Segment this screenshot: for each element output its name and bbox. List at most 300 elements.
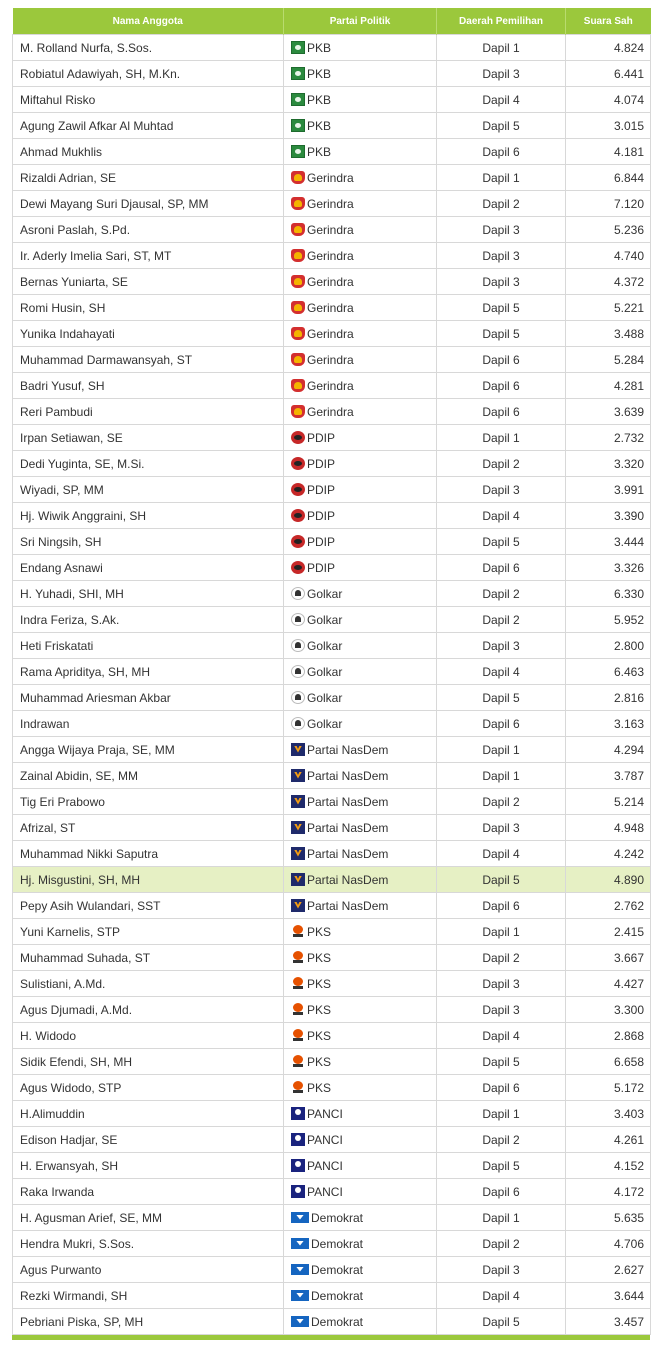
party-name: PKB — [307, 40, 332, 55]
dapil: Dapil 2 — [437, 451, 566, 477]
table-footer-bar — [12, 1335, 650, 1340]
vote-count: 5.214 — [566, 789, 651, 815]
table-row — [13, 1205, 651, 1231]
golkar-logo-icon — [291, 613, 305, 626]
table-row — [13, 61, 651, 87]
pks-logo-icon — [291, 1055, 305, 1068]
member-name: Rezki Wirmandi, SH — [13, 1283, 284, 1309]
party-name: Demokrat — [311, 1288, 364, 1303]
member-name: Pepy Asih Wulandari, SST — [13, 893, 284, 919]
party-name: Gerindra — [307, 404, 354, 419]
pdip-logo-icon — [291, 535, 305, 548]
party-name: PDIP — [307, 430, 336, 445]
party-cell — [284, 997, 437, 1023]
dapil: Dapil 2 — [437, 191, 566, 217]
party-name: Golkar — [307, 586, 343, 601]
table-header — [13, 8, 651, 35]
demokrat-logo-icon — [291, 1290, 309, 1301]
golkar-logo-icon — [291, 639, 305, 652]
member-name: Raka Irwanda — [13, 1179, 284, 1205]
dapil: Dapil 6 — [437, 347, 566, 373]
vote-count: 6.441 — [566, 61, 651, 87]
vote-count: 6.330 — [566, 581, 651, 607]
pdip-logo-icon — [291, 483, 305, 496]
vote-count: 4.242 — [566, 841, 651, 867]
dapil: Dapil 2 — [437, 1127, 566, 1153]
vote-count: 4.181 — [566, 139, 651, 165]
gerindra-logo-icon — [291, 249, 305, 262]
gerindra-logo-icon — [291, 327, 305, 340]
table-row — [13, 971, 651, 997]
dapil: Dapil 4 — [437, 1283, 566, 1309]
vote-count: 7.120 — [566, 191, 651, 217]
party-cell — [284, 347, 437, 373]
dapil: Dapil 3 — [437, 61, 566, 87]
table-row — [13, 1049, 651, 1075]
party-cell — [284, 763, 437, 789]
nasdem-logo-icon — [291, 821, 305, 834]
party-cell — [284, 659, 437, 685]
table-row — [13, 1309, 651, 1335]
party-cell — [284, 269, 437, 295]
member-name: Agung Zawil Afkar Al Muhtad — [13, 113, 284, 139]
vote-count: 4.740 — [566, 243, 651, 269]
nasdem-logo-icon — [291, 769, 305, 782]
party-name: Golkar — [307, 690, 343, 705]
member-name: Edison Hadjar, SE — [13, 1127, 284, 1153]
dapil: Dapil 5 — [437, 295, 566, 321]
party-name: Demokrat — [311, 1210, 364, 1225]
table-row — [13, 503, 651, 529]
table-row — [13, 555, 651, 581]
member-name: Bernas Yuniarta, SE — [13, 269, 284, 295]
dapil: Dapil 3 — [437, 997, 566, 1023]
dapil: Dapil 5 — [437, 321, 566, 347]
member-name: Ahmad Mukhlis — [13, 139, 284, 165]
member-name: Indra Feriza, S.Ak. — [13, 607, 284, 633]
vote-count: 5.952 — [566, 607, 651, 633]
party-cell — [284, 529, 437, 555]
pkb-logo-icon — [291, 119, 305, 132]
nasdem-logo-icon — [291, 899, 305, 912]
member-name: Rizaldi Adrian, SE — [13, 165, 284, 191]
dapil: Dapil 3 — [437, 633, 566, 659]
table-row — [13, 997, 651, 1023]
party-name: Partai NasDem — [307, 898, 389, 913]
nasdem-logo-icon — [291, 873, 305, 886]
vote-count: 4.706 — [566, 1231, 651, 1257]
table-row — [13, 321, 651, 347]
vote-count: 3.444 — [566, 529, 651, 555]
party-name: PKS — [307, 1028, 332, 1043]
dapil: Dapil 6 — [437, 1075, 566, 1101]
vote-count: 4.172 — [566, 1179, 651, 1205]
member-name: Agus Djumadi, A.Md. — [13, 997, 284, 1023]
golkar-logo-icon — [291, 691, 305, 704]
table-row — [13, 685, 651, 711]
party-cell — [284, 607, 437, 633]
table-row — [13, 1023, 651, 1049]
vote-count: 3.488 — [566, 321, 651, 347]
party-cell — [284, 1023, 437, 1049]
party-name: Gerindra — [307, 222, 354, 237]
member-name: Heti Friskatati — [13, 633, 284, 659]
pdip-logo-icon — [291, 509, 305, 522]
vote-count: 3.403 — [566, 1101, 651, 1127]
dapil: Dapil 5 — [437, 529, 566, 555]
dapil: Dapil 4 — [437, 87, 566, 113]
member-name: Tig Eri Prabowo — [13, 789, 284, 815]
member-name: Afrizal, ST — [13, 815, 284, 841]
table-row — [13, 1179, 651, 1205]
dapil: Dapil 1 — [437, 1205, 566, 1231]
party-name: Gerindra — [307, 300, 354, 315]
party-cell — [284, 1127, 437, 1153]
party-name: Gerindra — [307, 378, 354, 393]
party-name: PANCI — [307, 1106, 343, 1121]
party-name: PDIP — [307, 508, 336, 523]
table-row — [13, 269, 651, 295]
table-row — [13, 1283, 651, 1309]
party-cell — [284, 893, 437, 919]
party-name: Partai NasDem — [307, 742, 389, 757]
dapil: Dapil 5 — [437, 685, 566, 711]
party-name: Demokrat — [311, 1236, 364, 1251]
pkb-logo-icon — [291, 41, 305, 54]
member-name: Muhammad Ariesman Akbar — [13, 685, 284, 711]
member-name: H. Yuhadi, SHI, MH — [13, 581, 284, 607]
dapil: Dapil 3 — [437, 1257, 566, 1283]
nasdem-logo-icon — [291, 743, 305, 756]
gerindra-logo-icon — [291, 301, 305, 314]
party-name: Partai NasDem — [307, 768, 389, 783]
dapil: Dapil 5 — [437, 1309, 566, 1335]
member-name: H.Alimuddin — [13, 1101, 284, 1127]
vote-count: 3.300 — [566, 997, 651, 1023]
vote-count: 4.074 — [566, 87, 651, 113]
pks-logo-icon — [291, 925, 305, 938]
dapil: Dapil 4 — [437, 1023, 566, 1049]
member-name: Muhammad Suhada, ST — [13, 945, 284, 971]
table-row — [13, 113, 651, 139]
golkar-logo-icon — [291, 665, 305, 678]
party-cell — [284, 685, 437, 711]
dapil: Dapil 3 — [437, 269, 566, 295]
vote-count: 4.294 — [566, 737, 651, 763]
member-name: Indrawan — [13, 711, 284, 737]
party-cell — [284, 1309, 437, 1335]
party-name: PKB — [307, 92, 332, 107]
party-name: Demokrat — [311, 1262, 364, 1277]
party-name: Partai NasDem — [307, 820, 389, 835]
table-row — [13, 191, 651, 217]
table-row — [13, 1231, 651, 1257]
table-row — [13, 815, 651, 841]
party-cell — [284, 633, 437, 659]
party-name: Gerindra — [307, 274, 354, 289]
dapil: Dapil 3 — [437, 971, 566, 997]
vote-count: 2.800 — [566, 633, 651, 659]
party-name: PDIP — [307, 456, 336, 471]
vote-count: 3.667 — [566, 945, 651, 971]
dapil: Dapil 1 — [437, 1101, 566, 1127]
party-name: PKS — [307, 1054, 332, 1069]
party-cell — [284, 321, 437, 347]
party-name: Golkar — [307, 664, 343, 679]
vote-count: 4.281 — [566, 373, 651, 399]
table-row — [13, 789, 651, 815]
party-name: PKB — [307, 118, 332, 133]
golkar-logo-icon — [291, 587, 305, 600]
dapil: Dapil 5 — [437, 1049, 566, 1075]
table-row — [13, 35, 651, 61]
dapil: Dapil 1 — [437, 737, 566, 763]
pks-logo-icon — [291, 1003, 305, 1016]
party-name: PKB — [307, 66, 332, 81]
pdip-logo-icon — [291, 431, 305, 444]
party-name: PANCI — [307, 1158, 343, 1173]
member-name: Hj. Wiwik Anggraini, SH — [13, 503, 284, 529]
party-name: Partai NasDem — [307, 794, 389, 809]
pks-logo-icon — [291, 977, 305, 990]
party-cell — [284, 1257, 437, 1283]
member-name: Zainal Abidin, SE, MM — [13, 763, 284, 789]
dapil: Dapil 4 — [437, 841, 566, 867]
member-name: Agus Purwanto — [13, 1257, 284, 1283]
party-name: PKS — [307, 1080, 332, 1095]
party-name: Golkar — [307, 716, 343, 731]
party-cell — [284, 867, 437, 893]
party-cell — [284, 1205, 437, 1231]
vote-count: 2.868 — [566, 1023, 651, 1049]
vote-count: 3.163 — [566, 711, 651, 737]
members-table — [12, 8, 651, 1335]
party-cell — [284, 841, 437, 867]
dapil: Dapil 3 — [437, 477, 566, 503]
party-cell — [284, 737, 437, 763]
vote-count: 3.320 — [566, 451, 651, 477]
header-daerah-pemilihan: Daerah Pemilihan — [437, 8, 566, 35]
nasdem-logo-icon — [291, 847, 305, 860]
member-name: Angga Wijaya Praja, SE, MM — [13, 737, 284, 763]
vote-count: 2.732 — [566, 425, 651, 451]
dapil: Dapil 6 — [437, 711, 566, 737]
vote-count: 5.172 — [566, 1075, 651, 1101]
party-name: PDIP — [307, 560, 336, 575]
table-row — [13, 763, 651, 789]
member-name: Miftahul Risko — [13, 87, 284, 113]
dapil: Dapil 6 — [437, 555, 566, 581]
member-name: Ir. Aderly Imelia Sari, ST, MT — [13, 243, 284, 269]
vote-count: 4.152 — [566, 1153, 651, 1179]
table-row — [13, 399, 651, 425]
vote-count: 4.372 — [566, 269, 651, 295]
table-row — [13, 711, 651, 737]
gerindra-logo-icon — [291, 197, 305, 210]
vote-count: 2.816 — [566, 685, 651, 711]
pkb-logo-icon — [291, 93, 305, 106]
party-cell — [284, 971, 437, 997]
vote-count: 2.627 — [566, 1257, 651, 1283]
vote-count: 3.457 — [566, 1309, 651, 1335]
party-cell — [284, 581, 437, 607]
member-name: H. Erwansyah, SH — [13, 1153, 284, 1179]
table-row — [13, 529, 651, 555]
member-name: Rama Apriditya, SH, MH — [13, 659, 284, 685]
dapil: Dapil 2 — [437, 607, 566, 633]
member-name: Hj. Misgustini, SH, MH — [13, 867, 284, 893]
member-name: H. Widodo — [13, 1023, 284, 1049]
member-name: Hendra Mukri, S.Sos. — [13, 1231, 284, 1257]
member-name: Dewi Mayang Suri Djausal, SP, MM — [13, 191, 284, 217]
gerindra-logo-icon — [291, 405, 305, 418]
party-cell — [284, 815, 437, 841]
party-cell — [284, 711, 437, 737]
member-name: Yuni Karnelis, STP — [13, 919, 284, 945]
vote-count: 4.261 — [566, 1127, 651, 1153]
party-name: Partai NasDem — [307, 846, 389, 861]
party-name: PKB — [307, 144, 332, 159]
dapil: Dapil 1 — [437, 425, 566, 451]
member-name: H. Agusman Arief, SE, MM — [13, 1205, 284, 1231]
member-name: Irpan Setiawan, SE — [13, 425, 284, 451]
table-row — [13, 347, 651, 373]
vote-count: 4.427 — [566, 971, 651, 997]
member-name: Dedi Yuginta, SE, M.Si. — [13, 451, 284, 477]
party-cell — [284, 61, 437, 87]
pdip-logo-icon — [291, 457, 305, 470]
demokrat-logo-icon — [291, 1238, 309, 1249]
dapil: Dapil 1 — [437, 35, 566, 61]
dapil: Dapil 3 — [437, 243, 566, 269]
vote-count: 3.787 — [566, 763, 651, 789]
member-name: Romi Husin, SH — [13, 295, 284, 321]
member-name: Robiatul Adawiyah, SH, M.Kn. — [13, 61, 284, 87]
gerindra-logo-icon — [291, 171, 305, 184]
party-name: Golkar — [307, 612, 343, 627]
vote-count: 3.639 — [566, 399, 651, 425]
party-cell — [284, 503, 437, 529]
gerindra-logo-icon — [291, 379, 305, 392]
vote-count: 4.890 — [566, 867, 651, 893]
dapil: Dapil 2 — [437, 1231, 566, 1257]
table-row — [13, 919, 651, 945]
dapil: Dapil 2 — [437, 789, 566, 815]
party-name: Gerindra — [307, 326, 354, 341]
party-name: PANCI — [307, 1132, 343, 1147]
party-cell — [284, 191, 437, 217]
table-row — [13, 1127, 651, 1153]
table-row — [13, 425, 651, 451]
table-row — [13, 1075, 651, 1101]
vote-count: 6.844 — [566, 165, 651, 191]
member-name: Sidik Efendi, SH, MH — [13, 1049, 284, 1075]
dapil: Dapil 6 — [437, 1179, 566, 1205]
pdip-logo-icon — [291, 561, 305, 574]
party-cell — [284, 87, 437, 113]
vote-count: 6.463 — [566, 659, 651, 685]
party-cell — [284, 243, 437, 269]
party-cell — [284, 1283, 437, 1309]
table-row — [13, 737, 651, 763]
dapil: Dapil 5 — [437, 1153, 566, 1179]
vote-count: 5.284 — [566, 347, 651, 373]
vote-count: 3.991 — [566, 477, 651, 503]
table-row — [13, 139, 651, 165]
party-cell — [284, 1101, 437, 1127]
pkb-logo-icon — [291, 145, 305, 158]
party-cell — [284, 425, 437, 451]
party-name: PKS — [307, 950, 332, 965]
dapil: Dapil 5 — [437, 113, 566, 139]
dapil: Dapil 1 — [437, 165, 566, 191]
table-row — [13, 451, 651, 477]
member-name: Badri Yusuf, SH — [13, 373, 284, 399]
dapil: Dapil 6 — [437, 893, 566, 919]
party-cell — [284, 477, 437, 503]
vote-count: 5.236 — [566, 217, 651, 243]
party-name: PDIP — [307, 534, 336, 549]
table-row — [13, 893, 651, 919]
party-name: Gerindra — [307, 352, 354, 367]
party-cell — [284, 399, 437, 425]
dapil: Dapil 3 — [437, 815, 566, 841]
member-name: Endang Asnawi — [13, 555, 284, 581]
member-name: Muhammad Darmawansyah, ST — [13, 347, 284, 373]
vote-count: 4.824 — [566, 35, 651, 61]
header-partai-politik: Partai Politik — [284, 8, 437, 35]
party-name: Demokrat — [311, 1314, 364, 1329]
pan-logo-icon — [291, 1107, 305, 1120]
party-cell — [284, 35, 437, 61]
member-name: Agus Widodo, STP — [13, 1075, 284, 1101]
table-row — [13, 945, 651, 971]
gerindra-logo-icon — [291, 223, 305, 236]
table-row — [13, 841, 651, 867]
vote-count: 3.644 — [566, 1283, 651, 1309]
dapil: Dapil 5 — [437, 867, 566, 893]
member-name: Muhammad Nikki Saputra — [13, 841, 284, 867]
pks-logo-icon — [291, 1081, 305, 1094]
pkb-logo-icon — [291, 67, 305, 80]
nasdem-logo-icon — [291, 795, 305, 808]
party-cell — [284, 945, 437, 971]
member-name: Sulistiani, A.Md. — [13, 971, 284, 997]
party-cell — [284, 919, 437, 945]
party-cell — [284, 217, 437, 243]
pks-logo-icon — [291, 1029, 305, 1042]
member-name: Pebriani Piska, SP, MH — [13, 1309, 284, 1335]
vote-count: 2.415 — [566, 919, 651, 945]
table-row — [13, 867, 651, 893]
gerindra-logo-icon — [291, 275, 305, 288]
vote-count: 3.015 — [566, 113, 651, 139]
party-cell — [284, 555, 437, 581]
table-row — [13, 295, 651, 321]
vote-count: 3.390 — [566, 503, 651, 529]
table-body — [13, 35, 651, 1335]
pks-logo-icon — [291, 951, 305, 964]
party-name: PANCI — [307, 1184, 343, 1199]
member-name: Asroni Paslah, S.Pd. — [13, 217, 284, 243]
vote-count: 3.326 — [566, 555, 651, 581]
dapil: Dapil 4 — [437, 503, 566, 529]
party-cell — [284, 1231, 437, 1257]
party-name: PKS — [307, 924, 332, 939]
party-name: PKS — [307, 1002, 332, 1017]
table-row — [13, 373, 651, 399]
table-row — [13, 633, 651, 659]
